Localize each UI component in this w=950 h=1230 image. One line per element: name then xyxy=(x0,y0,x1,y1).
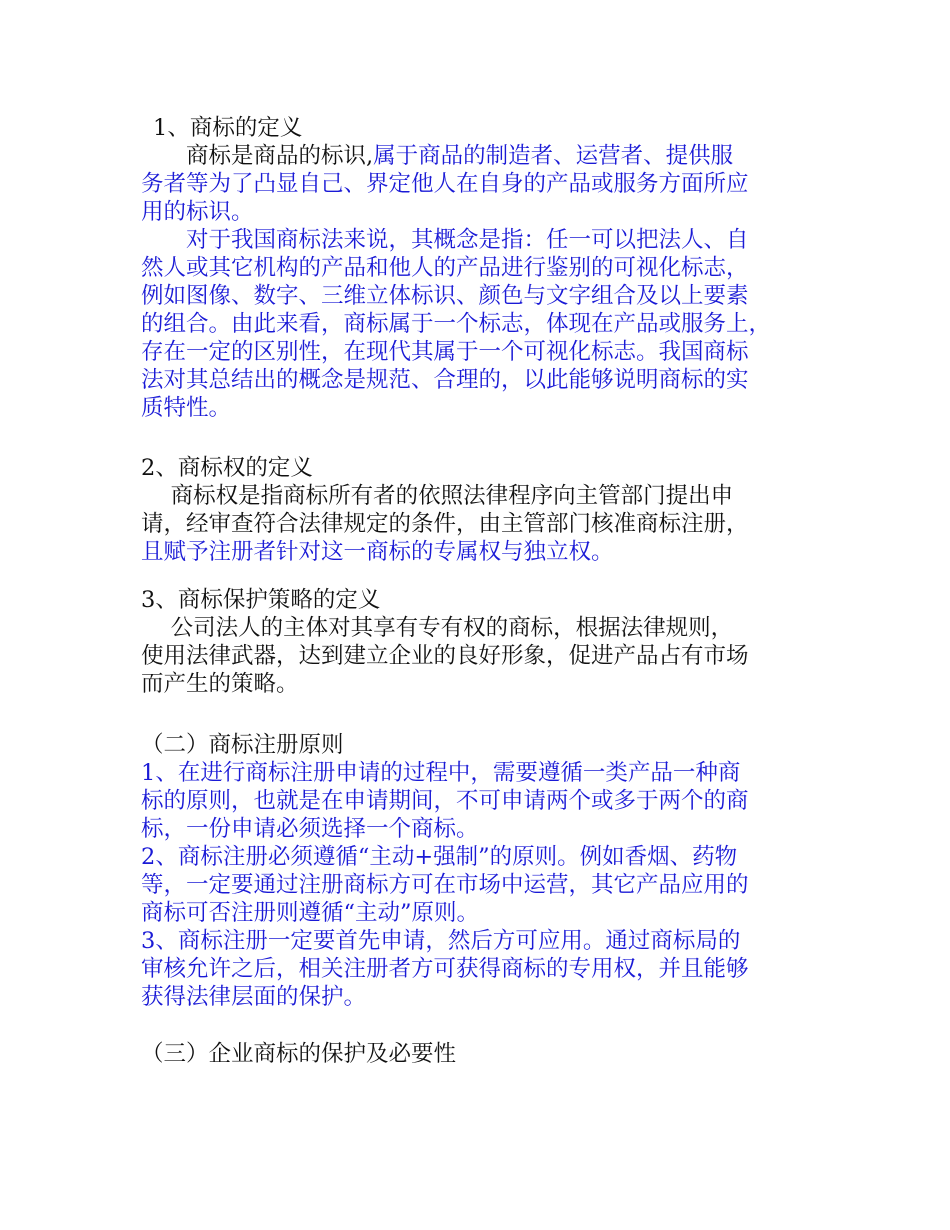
paragraph-line: 例如图像、数字、三维立体标识、颜色与文字组合及以上要素 xyxy=(141,283,749,309)
section-heading: （二）商标注册原则 xyxy=(141,732,344,758)
paragraph-line: 存在一定的区别性，在现代其属于一个可视化标志。我国商标 xyxy=(141,339,749,365)
paragraph-line: 公司法人的主体对其享有专有权的商标，根据法律规则， xyxy=(141,615,734,641)
section-heading: 1、商标的定义 xyxy=(153,115,303,141)
paragraph-line: 3、商标注册一定要首先申请，然后方可应用。通过商标局的 xyxy=(141,928,741,954)
paragraph-line: 而产生的策略。 xyxy=(141,671,299,697)
paragraph-line: 审核允许之后，相关注册者方可获得商标的专用权，并且能够 xyxy=(141,956,749,982)
paragraph-line: 法对其总结出的概念是规范、合理的，以此能够说明商标的实 xyxy=(141,367,749,393)
paragraph-line: 且赋予注册者针对这一商标的专属权与独立权。 xyxy=(141,539,614,565)
paragraph-line: 用的标识。 xyxy=(141,199,254,225)
section-heading: 3、商标保护策略的定义 xyxy=(141,587,381,613)
text-span: 商标是商品的标识, xyxy=(141,143,374,169)
section-trademark-definition xyxy=(141,114,821,422)
paragraph-line: 2、商标注册必须遵循“主动+强制”的原则。例如香烟、药物 xyxy=(141,844,738,870)
paragraph-line: 1、在进行商标注册申请的过程中，需要遵循一类产品一种商 xyxy=(141,760,741,786)
paragraph-line: 商标权是指商标所有者的依照法律程序向主管部门提出申 xyxy=(141,483,734,509)
paragraph-line: 务者等为了凸显自己、界定他人在自身的产品或服务方面所应 xyxy=(141,171,749,197)
paragraph-line: 请，经审查符合法律规定的条件，由主管部门核准商标注册， xyxy=(141,511,749,537)
text-span: 属于商品的制造者、运营者、提供服 xyxy=(373,143,734,169)
paragraph-line: 然人或其它机构的产品和他人的产品进行鉴别的可视化标志， xyxy=(141,255,749,281)
paragraph-line: 等，一定要通过注册商标方可在市场中运营，其它产品应用的 xyxy=(141,872,749,898)
paragraph-line: 标的原则，也就是在申请期间，不可申请两个或多于两个的商 xyxy=(141,788,749,814)
paragraph-line: 标，一份申请必须选择一个商标。 xyxy=(141,816,479,842)
paragraph-line xyxy=(141,142,821,170)
section-registration-principles xyxy=(141,731,821,1011)
paragraph-line: 商标可否注册则遵循“主动”原则。 xyxy=(141,900,480,926)
paragraph-line: 对于我国商标法来说，其概念是指：任一可以把法人、自 xyxy=(141,227,749,253)
paragraph-line: 质特性。 xyxy=(141,395,232,421)
section-protection-necessity xyxy=(141,1040,821,1068)
paragraph-line: 获得法律层面的保护。 xyxy=(141,984,367,1010)
section-heading: （三）企业商标的保护及必要性 xyxy=(141,1041,457,1067)
section-protection-strategy-definition xyxy=(141,586,821,698)
section-trademark-right-definition xyxy=(141,454,821,566)
paragraph-line: 使用法律武器，达到建立企业的良好形象，促进产品占有市场 xyxy=(141,643,749,669)
section-heading: 2、商标权的定义 xyxy=(141,455,313,481)
paragraph-line: 的组合。由此来看，商标属于一个标志，体现在产品或服务上， xyxy=(141,311,772,337)
